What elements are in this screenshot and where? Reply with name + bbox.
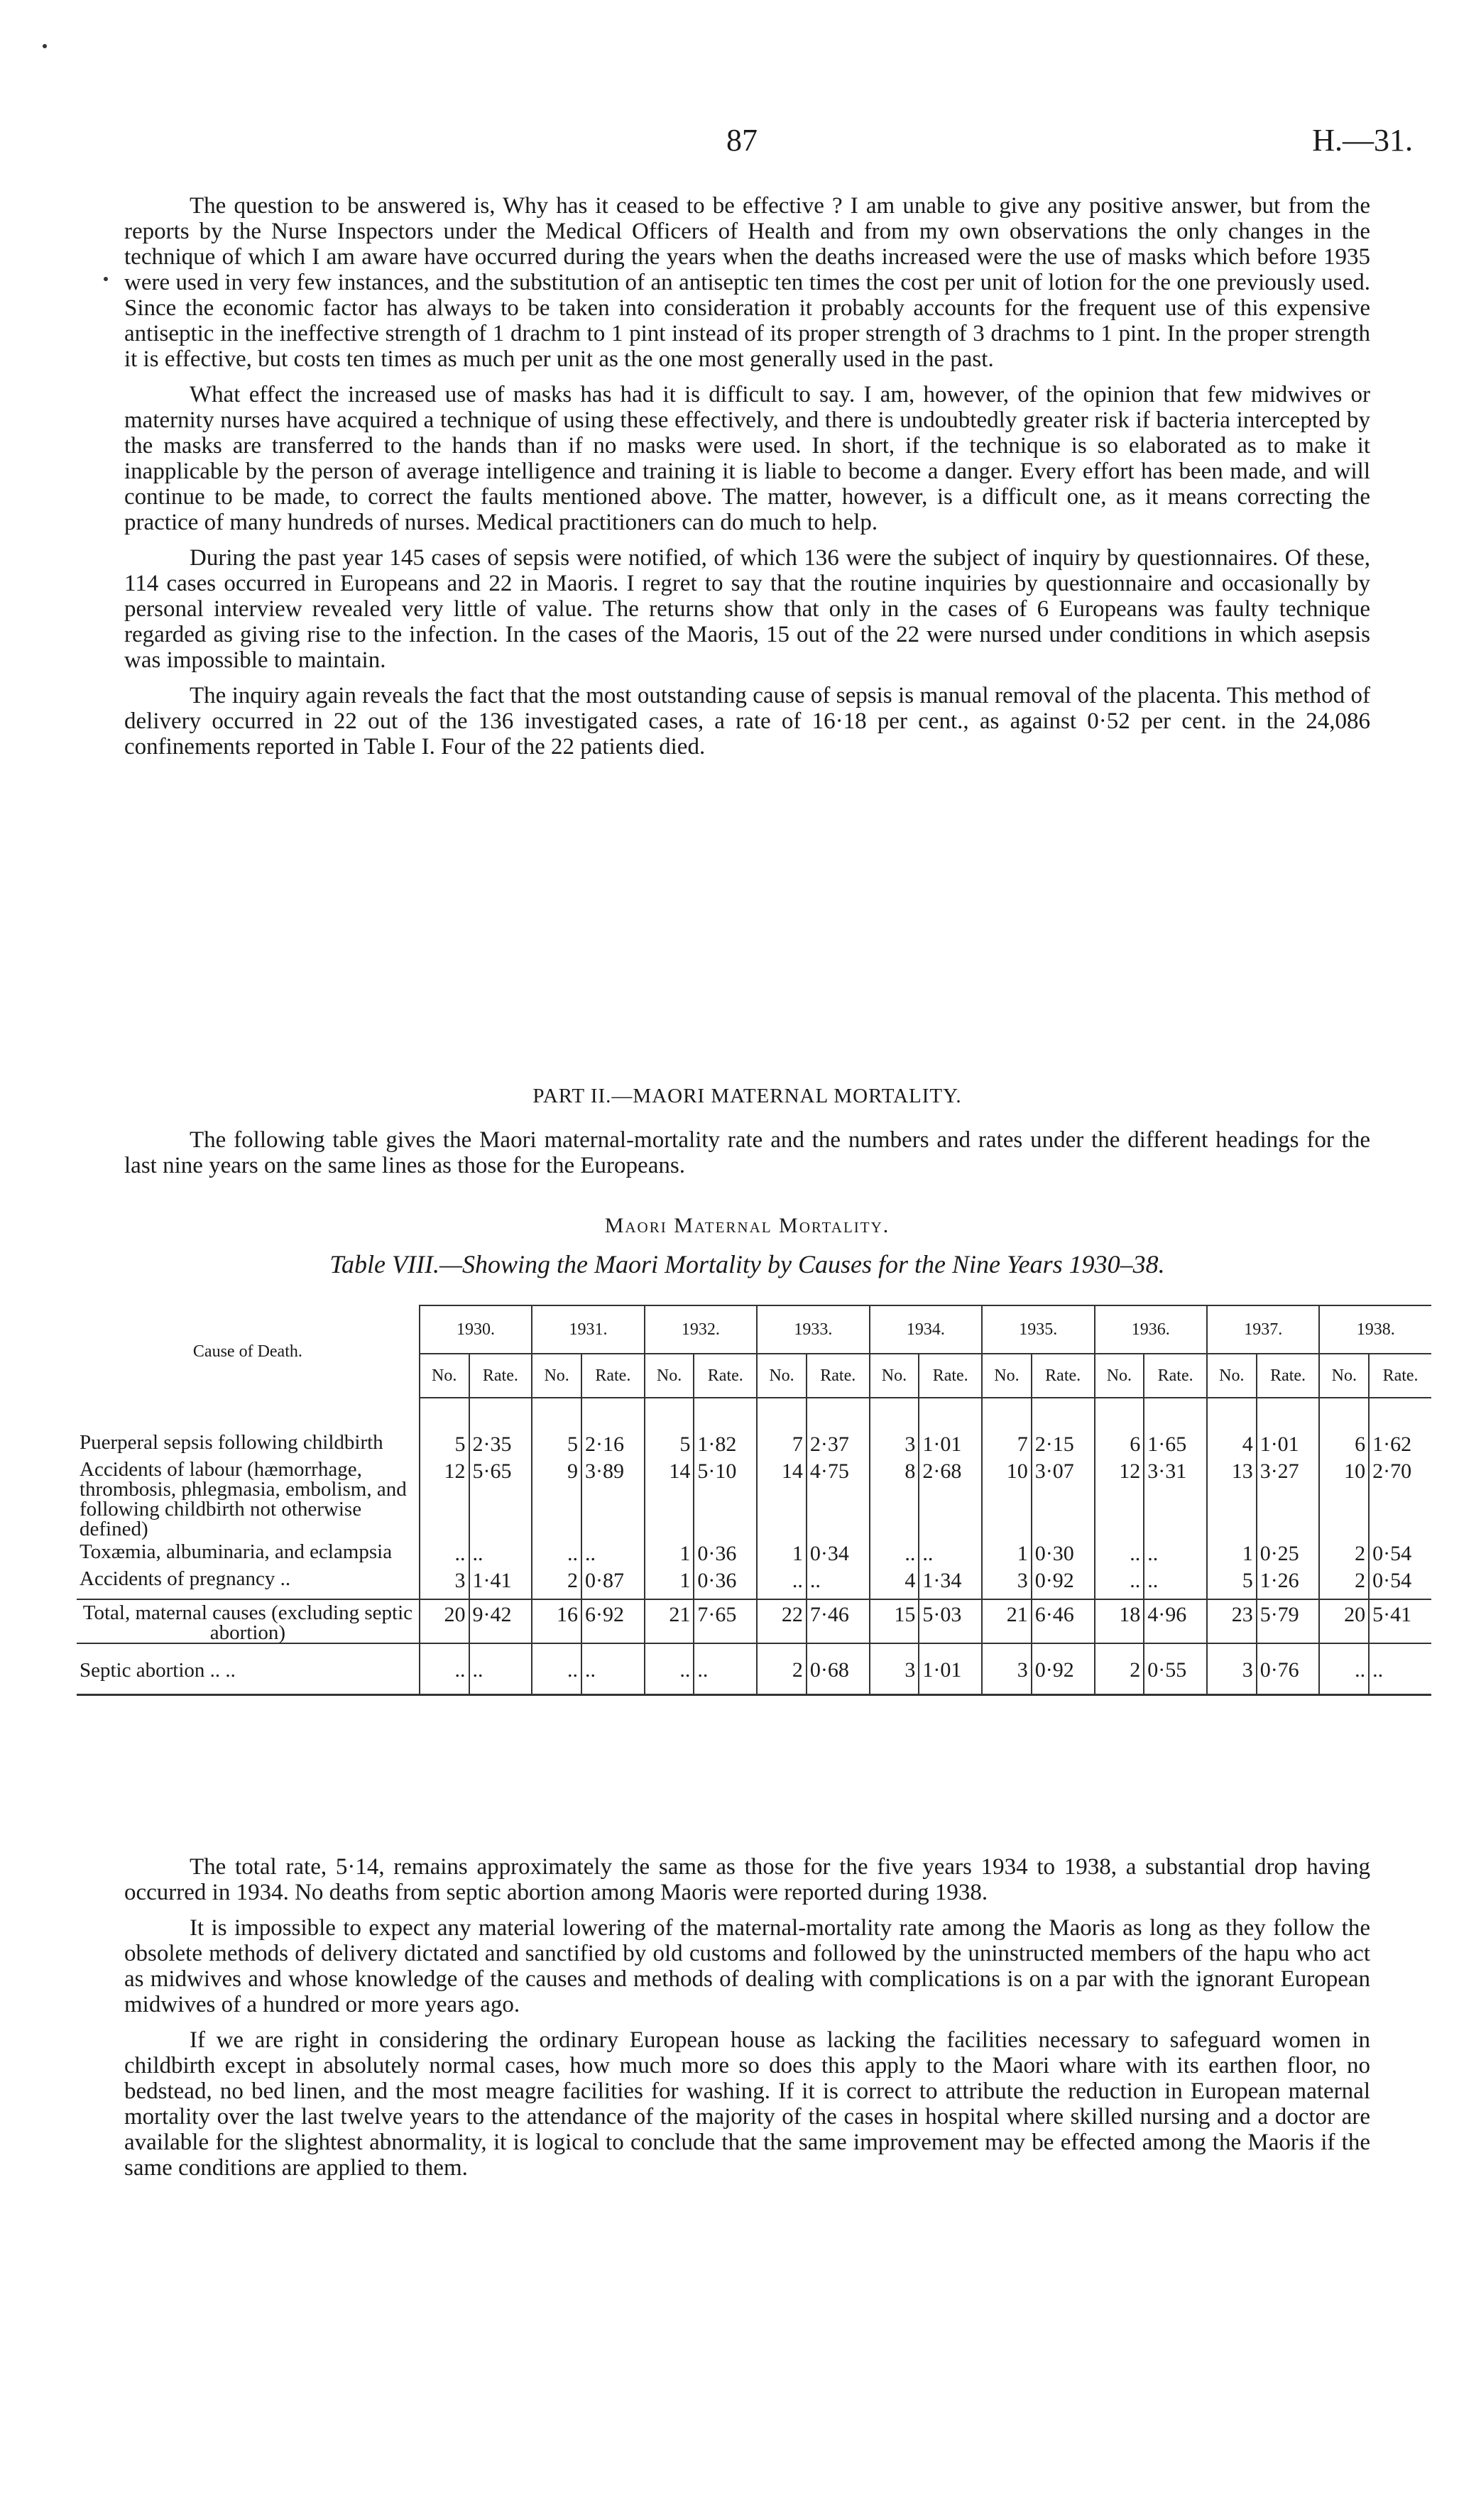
cell-number: 2 [1319,1539,1369,1566]
year-header: 1937. [1207,1305,1319,1354]
cell-rate: 1·01 [919,1643,982,1695]
cell-rate: 1·82 [694,1430,757,1457]
cell-rate: 0·25 [1257,1539,1320,1566]
cell-rate: .. [469,1643,532,1695]
cell-number: 9 [532,1457,581,1539]
cell-number: 3 [982,1566,1032,1599]
rate-header: Rate. [807,1354,870,1398]
table-title: Maori Maternal Mortality. [604,1214,890,1237]
cell-number: 5 [532,1430,581,1457]
margin-mark [104,277,108,281]
cell-number: 14 [757,1457,807,1539]
cell-rate: 9·42 [469,1599,532,1643]
cell-number: 3 [870,1643,919,1695]
cell-rate: 1·26 [1257,1566,1320,1599]
cell-number: 1 [757,1539,807,1566]
cell-number: .. [532,1539,581,1566]
cell-rate: .. [1144,1539,1207,1566]
cell-number: 2 [757,1643,807,1695]
cell-rate: 2·16 [581,1430,645,1457]
cell-number: 23 [1207,1599,1257,1643]
closing-text [124,1854,1370,2191]
no-header: No. [645,1354,694,1398]
cell-rate: 0·68 [807,1643,870,1695]
cell-number: .. [757,1566,807,1599]
cell-rate: 4·96 [1144,1599,1207,1643]
cell-number: 18 [1095,1599,1144,1643]
cell-number: 1 [645,1566,694,1599]
cell-rate: 2·35 [469,1430,532,1457]
cell-number: 5 [420,1430,469,1457]
paragraph: What effect the increased use of masks has had it is difficult to say. I am, however, of the opinion that few midwives or maternity nurses have acquired a technique of using these effectively, and there is undoubtedly greater risk if bacteria intercepted by the masks are transferred to the hands than if no masks were used. In short, if the technique is so elaborated as to make it inapplicable by the person of average intelligence and training it is liable to become a danger. Every effort has been made, and will continue to be made, to correct the faults mentioned above. The matter, however, is a difficult one, as it means correcting the practice of many hundreds of nurses. Medical practitioners can do much to help. [124,382,1370,535]
cell-number: .. [420,1643,469,1695]
cell-rate: 0·55 [1144,1643,1207,1695]
paragraph: During the past year 145 cases of sepsis were notified, of which 136 were the subject of inquiry by questionnaires. Of these, 114 cases occurred in Europeans and 22 in Maoris. I regret to say that the routine inquiries by questionnaire and occasionally by personal interview revealed very little of value. The returns show that only in the cases of 6 Europeans was faulty technique regarded as giving rise to the infection. In the cases of the Maoris, 15 out of the 22 were nursed under conditions in which asepsis was impossible to maintain. [124,545,1370,673]
cell-number: 1 [982,1539,1032,1566]
cell-rate: .. [1369,1643,1431,1695]
cell-number: 5 [645,1430,694,1457]
cell-number: 3 [420,1566,469,1599]
part-heading: PART II.—MAORI MATERNAL MORTALITY. [532,1085,962,1107]
cell-number: 21 [982,1599,1032,1643]
cell-number: 14 [645,1457,694,1539]
table-row [77,1430,1431,1457]
no-header: No. [1319,1354,1369,1398]
cell-number: 20 [420,1599,469,1643]
cell-number: .. [870,1539,919,1566]
cell-rate: 3·27 [1257,1457,1320,1539]
cell-number: 4 [870,1566,919,1599]
cell-rate: 5·79 [1257,1599,1320,1643]
no-header: No. [1095,1354,1144,1398]
cell-number: 7 [757,1430,807,1457]
part-intro [124,1127,1370,1188]
cell-rate: 3·89 [581,1457,645,1539]
cell-rate: .. [581,1539,645,1566]
cell-rate: 5·10 [694,1457,757,1539]
cell-number: 3 [982,1643,1032,1695]
table-row [77,1457,1431,1539]
rate-header: Rate. [919,1354,982,1398]
no-header: No. [420,1354,469,1398]
cell-rate: 0·92 [1032,1643,1095,1695]
no-header: No. [1207,1354,1257,1398]
no-header: No. [757,1354,807,1398]
table-caption: Table VIII.—Showing the Maori Mortality by Causes for the Nine Years 1930–38. [329,1250,1165,1278]
paragraph: It is impossible to expect any material lowering of the maternal-mortality rate among the Maoris as long as they follow the obsolete methods of delivery dictated and sanctified by old customs and followed by the uninstructed members of the hapu who act as midwives and whose knowledge of the causes and methods of dealing with complications is on a par with the ignorant European midwives of a hundred or more years ago. [124,1915,1370,2017]
year-header: 1931. [532,1305,644,1354]
row-label: Puerperal sepsis following childbirth [80,1431,383,1454]
cell-rate: 1·01 [919,1430,982,1457]
row-label: Toxæmia, albuminaria, and eclampsia [80,1540,393,1563]
cell-number: 2 [1319,1566,1369,1599]
cell-number: 21 [645,1599,694,1643]
year-header: 1938. [1319,1305,1431,1354]
year-header: 1933. [757,1305,869,1354]
document-reference: H.—31. [1312,123,1413,158]
page-number: 87 [726,123,758,158]
cell-number: 16 [532,1599,581,1643]
year-header-row [77,1305,1431,1354]
cell-rate: .. [469,1539,532,1566]
paragraph: The inquiry again reveals the fact that the most outstanding cause of sepsis is manual removal of the placenta. This method of delivery occurred in 22 out of the 136 investigated cases, a rate of 16·18 per cent., as against 0·52 per cent. in the 24,086 confinements reported in Table I. Four of the 22 patients died. [124,683,1370,760]
cell-rate: 1·65 [1144,1430,1207,1457]
cell-rate: 0·34 [807,1539,870,1566]
cell-number: 10 [1319,1457,1369,1539]
cell-rate: 5·41 [1369,1599,1431,1643]
year-header: 1934. [870,1305,982,1354]
total-row [77,1599,1431,1643]
cell-rate: .. [807,1566,870,1599]
speck-mark [43,44,47,48]
cell-number: 1 [645,1539,694,1566]
cell-rate: .. [1144,1566,1207,1599]
no-header: No. [982,1354,1032,1398]
year-header: 1935. [982,1305,1094,1354]
no-header: No. [870,1354,919,1398]
paragraph: The following table gives the Maori maternal-mortality rate and the numbers and rates under the different headings for the last nine years on the same lines as those for the Europeans. [124,1127,1370,1178]
rate-header: Rate. [1257,1354,1320,1398]
cell-rate: .. [694,1643,757,1695]
cell-rate: 5·65 [469,1457,532,1539]
row-label: Accidents of labour (hæmorrhage, thrombosis, phlegmasia, embolism, and following childbirth not otherwise defined) [80,1458,407,1540]
cell-rate: 0·30 [1032,1539,1095,1566]
row-label: Septic abortion .. .. [77,1643,420,1695]
cell-rate: 0·54 [1369,1539,1431,1566]
cell-number: .. [1319,1643,1369,1695]
cell-number: 15 [870,1599,919,1643]
row-label: Accidents of pregnancy .. [80,1567,291,1590]
cell-number: .. [420,1539,469,1566]
cell-number: 2 [1095,1643,1144,1695]
cell-number: 3 [870,1430,919,1457]
septic-abortion-row [77,1643,1431,1695]
cell-number: 6 [1095,1430,1144,1457]
rate-header: Rate. [694,1354,757,1398]
cell-number: 3 [1207,1643,1257,1695]
cell-number: .. [532,1643,581,1695]
cell-rate: 2·70 [1369,1457,1431,1539]
cell-rate: 4·75 [807,1457,870,1539]
cell-rate: 7·65 [694,1599,757,1643]
year-header: 1930. [420,1305,532,1354]
cell-rate: 3·07 [1032,1457,1095,1539]
cell-number: .. [1095,1539,1144,1566]
row-label: Total, maternal causes (excluding septic abortion) [77,1599,420,1643]
cell-number: 4 [1207,1430,1257,1457]
table-row [77,1539,1431,1566]
rate-header: Rate. [1369,1354,1431,1398]
cell-number: .. [645,1643,694,1695]
cell-number: 2 [532,1566,581,1599]
cell-number: 8 [870,1457,919,1539]
rate-header: Rate. [469,1354,532,1398]
rate-header: Rate. [1144,1354,1207,1398]
intro-text [124,193,1370,769]
cell-rate: 3·31 [1144,1457,1207,1539]
no-header: No. [532,1354,581,1398]
year-header: 1932. [645,1305,757,1354]
cell-rate: 2·37 [807,1430,870,1457]
mortality-table [77,1305,1431,1696]
spacer-row [77,1398,1431,1430]
cell-number: 12 [1095,1457,1144,1539]
cell-rate: 0·92 [1032,1566,1095,1599]
cell-rate: 0·76 [1257,1643,1320,1695]
cell-rate: 2·68 [919,1457,982,1539]
cell-rate: .. [581,1643,645,1695]
cell-rate: .. [919,1539,982,1566]
cell-number: 7 [982,1430,1032,1457]
cell-rate: 0·54 [1369,1566,1431,1599]
cell-rate: 1·01 [1257,1430,1320,1457]
rate-header: Rate. [1032,1354,1095,1398]
cell-number: 12 [420,1457,469,1539]
cell-number: 1 [1207,1539,1257,1566]
cell-rate: 6·46 [1032,1599,1095,1643]
cell-rate: 0·36 [694,1539,757,1566]
cell-number: .. [1095,1566,1144,1599]
cell-number: 20 [1319,1599,1369,1643]
cell-rate: 1·34 [919,1566,982,1599]
cell-rate: 1·41 [469,1566,532,1599]
rate-header: Rate. [581,1354,645,1398]
cell-number: 22 [757,1599,807,1643]
cell-number: 10 [982,1457,1032,1539]
cell-rate: 6·92 [581,1599,645,1643]
cell-rate: 0·87 [581,1566,645,1599]
paragraph: The question to be answered is, Why has it ceased to be effective ? I am unable to give any positive answer, but from the reports by the Nurse Inspectors under the Medical Officers of Health and from my own observations the only changes in the technique of which I am aware have occurred during the years when the deaths increased were the use of masks which before 1935 were used in very few instances, and the substitution of an antiseptic ten times the cost per unit of lotion for the one previously used. Since the economic factor has always to be taken into consideration it probably accounts for the frequent use of this expensive antiseptic in the ineffective strength of 1 drachm to 1 pint instead of its proper strength of 3 drachms to 1 pint. In the proper strength it is effective, but costs ten times as much per unit as the one most generally used in the past. [124,193,1370,372]
cell-rate: 1·62 [1369,1430,1431,1457]
cell-rate: 2·15 [1032,1430,1095,1457]
paragraph: The total rate, 5·14, remains approximately the same as those for the five years 1934 to 1938, a substantial drop having occurred in 1934. No deaths from septic abortion among Maoris were reported during 1938. [124,1854,1370,1905]
cell-rate: 7·46 [807,1599,870,1643]
cell-rate: 0·36 [694,1566,757,1599]
table-row [77,1566,1431,1599]
paragraph: If we are right in considering the ordinary European house as lacking the facilities necessary to safeguard women in childbirth except in absolutely normal cases, how much more so does this apply to the Maori whare with its earthen floor, no bedstead, no bed linen, and the most meagre facilities for washing. If it is correct to attribute the reduction in European maternal mortality over the last twelve years to the attendance of the majority of the cases in hospital where skilled nursing and a doctor are available for the slightest abnormality, it is logical to conclude that the same improvement may be effected among the Maoris if the same conditions are applied to them. [124,2027,1370,2181]
cell-number: 13 [1207,1457,1257,1539]
cause-column-header: Cause of Death. [192,1342,302,1361]
cell-rate: 5·03 [919,1599,982,1643]
cell-number: 5 [1207,1566,1257,1599]
year-header: 1936. [1095,1305,1207,1354]
cell-number: 6 [1319,1430,1369,1457]
